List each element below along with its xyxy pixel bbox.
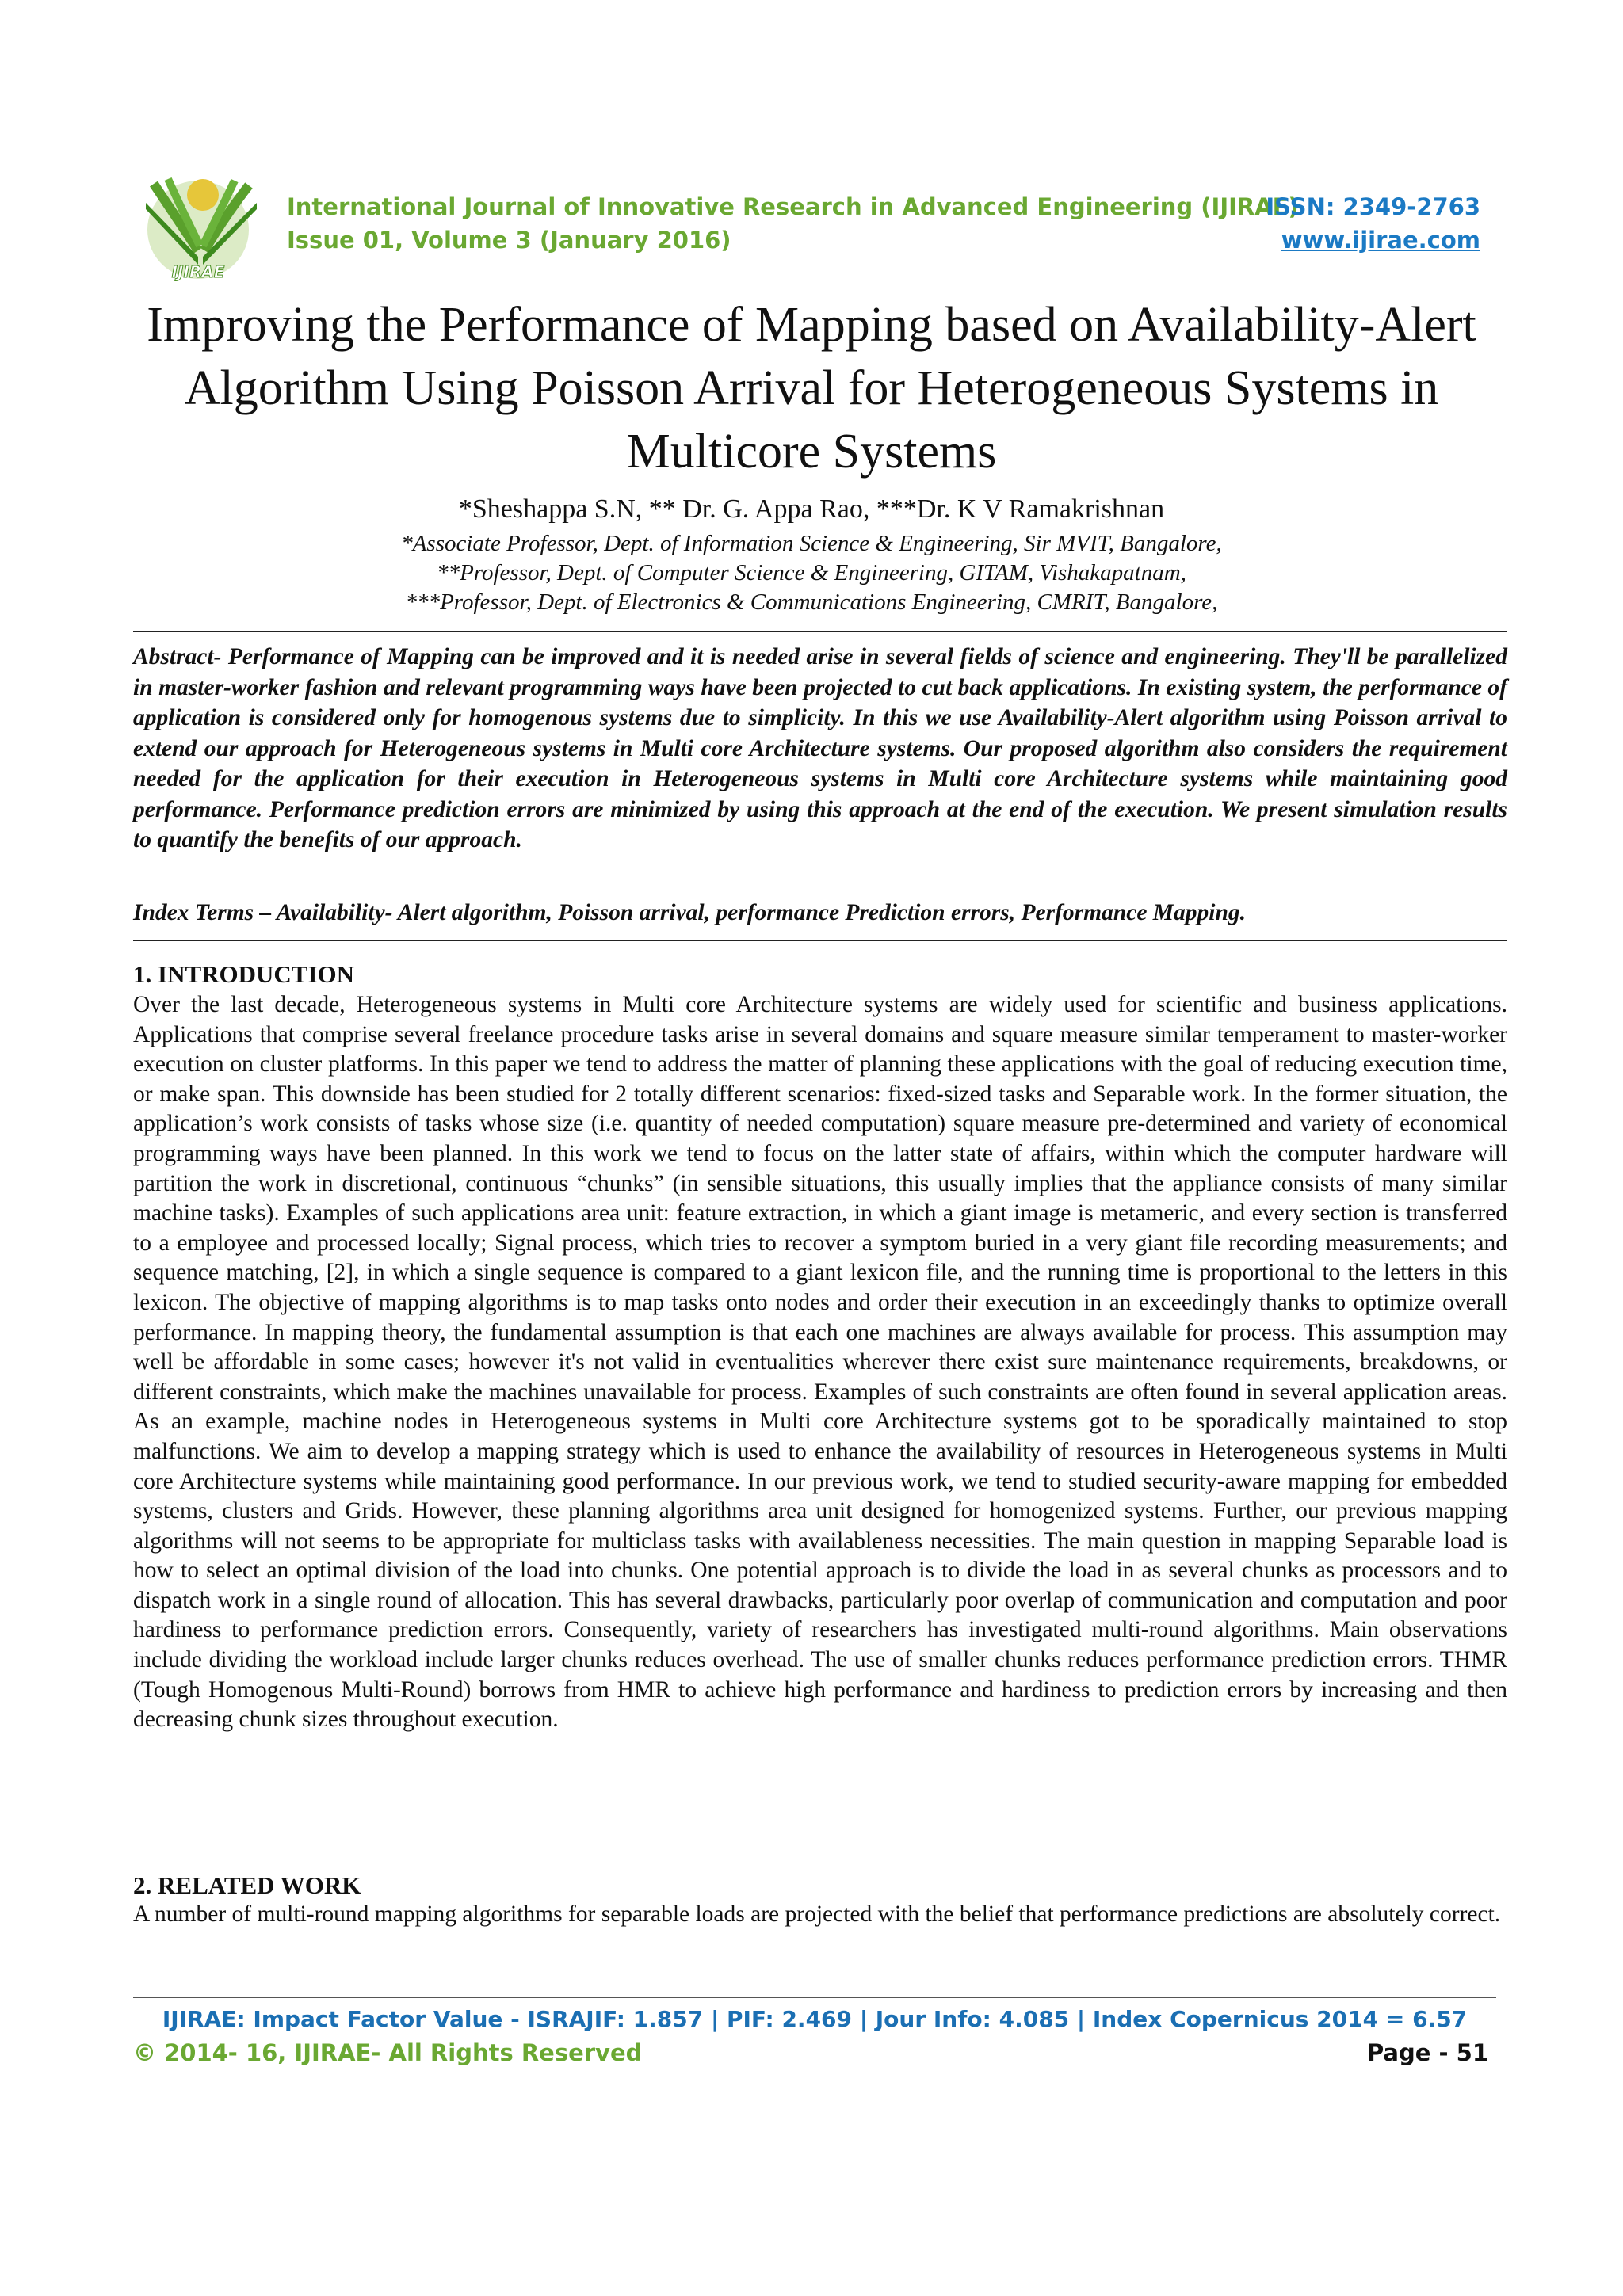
divider-top — [133, 631, 1507, 632]
journal-issn: ISSN: 2349-2763 — [1266, 193, 1480, 220]
section-text-related-work: A number of multi-round mapping algorithms for separable loads are projected with the belief that performance predictions are absolutely correct. — [133, 1901, 1501, 1927]
journal-url-link[interactable]: www.ijirae.com — [1281, 227, 1480, 254]
journal-issue: Issue 01, Volume 3 (January 2016) — [287, 227, 731, 254]
divider-bottom — [133, 940, 1507, 941]
footer-impact-factor: IJIRAE: Impact Factor Value - ISRAJIF: 1.857 | PIF: 2.469 | Jour Info: 4.085 | Index Copernicus 2014 = 6.57 — [162, 2006, 1468, 2032]
section-heading-introduction: 1. INTRODUCTION — [133, 960, 355, 988]
paper-authors: *Sheshappa S.N, ** Dr. G. Appa Rao, ***Dr. K V Ramakrishnan — [458, 494, 1165, 524]
paper-title: Improving the Performance of Mapping based on Availability-Alert Algorithm Using Poisson Arrival for Heterogeneous Systems in Multicore Systems — [147, 298, 1476, 479]
svg-text:IJIRAE: IJIRAE — [171, 262, 225, 281]
journal-name: International Journal of Innovative Research in Advanced Engineering (IJIRAE) — [287, 193, 1299, 220]
affiliation-3: ***Professor, Dept. of Electronics & Communications Engineering, CMRIT, Bangalore, — [405, 589, 1218, 615]
index-terms: Index Terms – Availability- Alert algorithm, Poisson arrival, performance Prediction errors, Performance Mapping. — [133, 900, 1247, 925]
affiliation-1: *Associate Professor, Dept. of Information Science & Engineering, Sir MVIT, Bangalore, — [401, 531, 1222, 556]
affiliation-2: **Professor, Dept. of Computer Science & Engineering, GITAM, Vishakapatnam, — [437, 560, 1186, 585]
footer-copyright: © 2014- 16, IJIRAE- All Rights Reserved — [133, 2039, 643, 2066]
abstract: Abstract- Performance of Mapping can be improved and it is needed arise in several fields of science and engineering. They'll be parallelized in master-worker fashion and relevant programming ways have been projected to cut back applications. In existing system, the performance of application is considered only for homogenous systems due to simplicity. In this we use Availability-Alert algorithm using Poisson arrival to extend our approach for Heterogeneous systems in Multi core Architecture systems. Our proposed algorithm also considers the requirement needed for the application for their execution in Heterogeneous systems in Multi core Architecture systems while maintaining good performance. Performance prediction errors are minimized by using this approach at the end of the execution. We present simulation results to quantify the benefits of our approach. — [133, 644, 1507, 852]
ijirae-logo — [132, 162, 279, 282]
section-text-introduction: Over the last decade, Heterogeneous systems in Multi core Architecture systems are widely used for scientific and business applications. Applications that comprise several freelance procedure tasks arise in several domains and square measure similar temperament to master-worker execution on cluster platforms. In this paper we tend to address the matter of planning these applications with the goal of reducing execution time, or make span. This downside has been studied for 2 totally different scenarios: fixed-sized tasks and Separable work. In the former situation, the application’s work consists of tasks whose size (i.e. quantity of needed computation) square measure pre-determined and variety of economical programming ways have been planned. In this work we tend to focus on the latter state of affairs, within which the computer hardware will partition the work in discretional, continuous “chunks” (in sensible situations, this usually implies that the appliance consists of many similar machine tasks). Examples of such applications area unit: feature extraction, in which a giant image is metameric, and every section is transferred to a employee and processed locally; Signal process, which tries to recover a symptom buried in a very giant file recording measurements; and sequence matching, [2], in which a single sequence is compared to a giant lexicon file, and the running time is proportional to the letters in this lexicon. The objective of mapping algorithms is to map tasks onto nodes and order their execution in an exceedingly thanks to optimize overall performance. In mapping theory, the fundamental assumption is that each one machines are always available for process. This assumption may well be affordable in some cases; however it's not valid in eventualities wherever there exist sure maintenance requirements, breakdowns, or different constraints, which make the machines unavailable for process. Examples of such constraints are often found in several application areas. As an example, machine nodes in Heterogeneous systems in Multi core Architecture systems got to be sporadically maintained to stop malfunctions. We aim to develop a mapping strategy which is used to enhance the availability of resources in Heterogeneous systems in Multi core Architecture systems while maintaining good performance. In our previous work, we tend to studied security-aware mapping for embedded systems, clusters and Grids. However, these planning algorithms area unit designed for homogenized systems. Further, our previous mapping algorithms will not seems to be appropriate for multiclass tasks with availableness necessities. The main question in mapping Separable load is how to select an optimal division of the load into chunks. One potential approach is to divide the load in as several chunks as processors and to dispatch work in a single round of allocation. This has several drawbacks, particularly poor overlap of communication and computation and poor hardiness to performance prediction errors. Consequently, variety of researchers has investigated multi-round algorithms. Main observations include dividing the workload include larger chunks reduces overhead. The use of smaller chunks reduces performance prediction errors. THMR (Tough Homogenous Multi-Round) borrows from HMR to achieve high performance and hardiness to prediction errors by increasing and then decreasing chunk sizes throughout execution. — [133, 992, 1507, 1733]
page-number: Page - 51 — [1366, 2039, 1488, 2066]
section-heading-related-work: 2. RELATED WORK — [133, 1871, 361, 1899]
footer-divider — [133, 1997, 1496, 1998]
